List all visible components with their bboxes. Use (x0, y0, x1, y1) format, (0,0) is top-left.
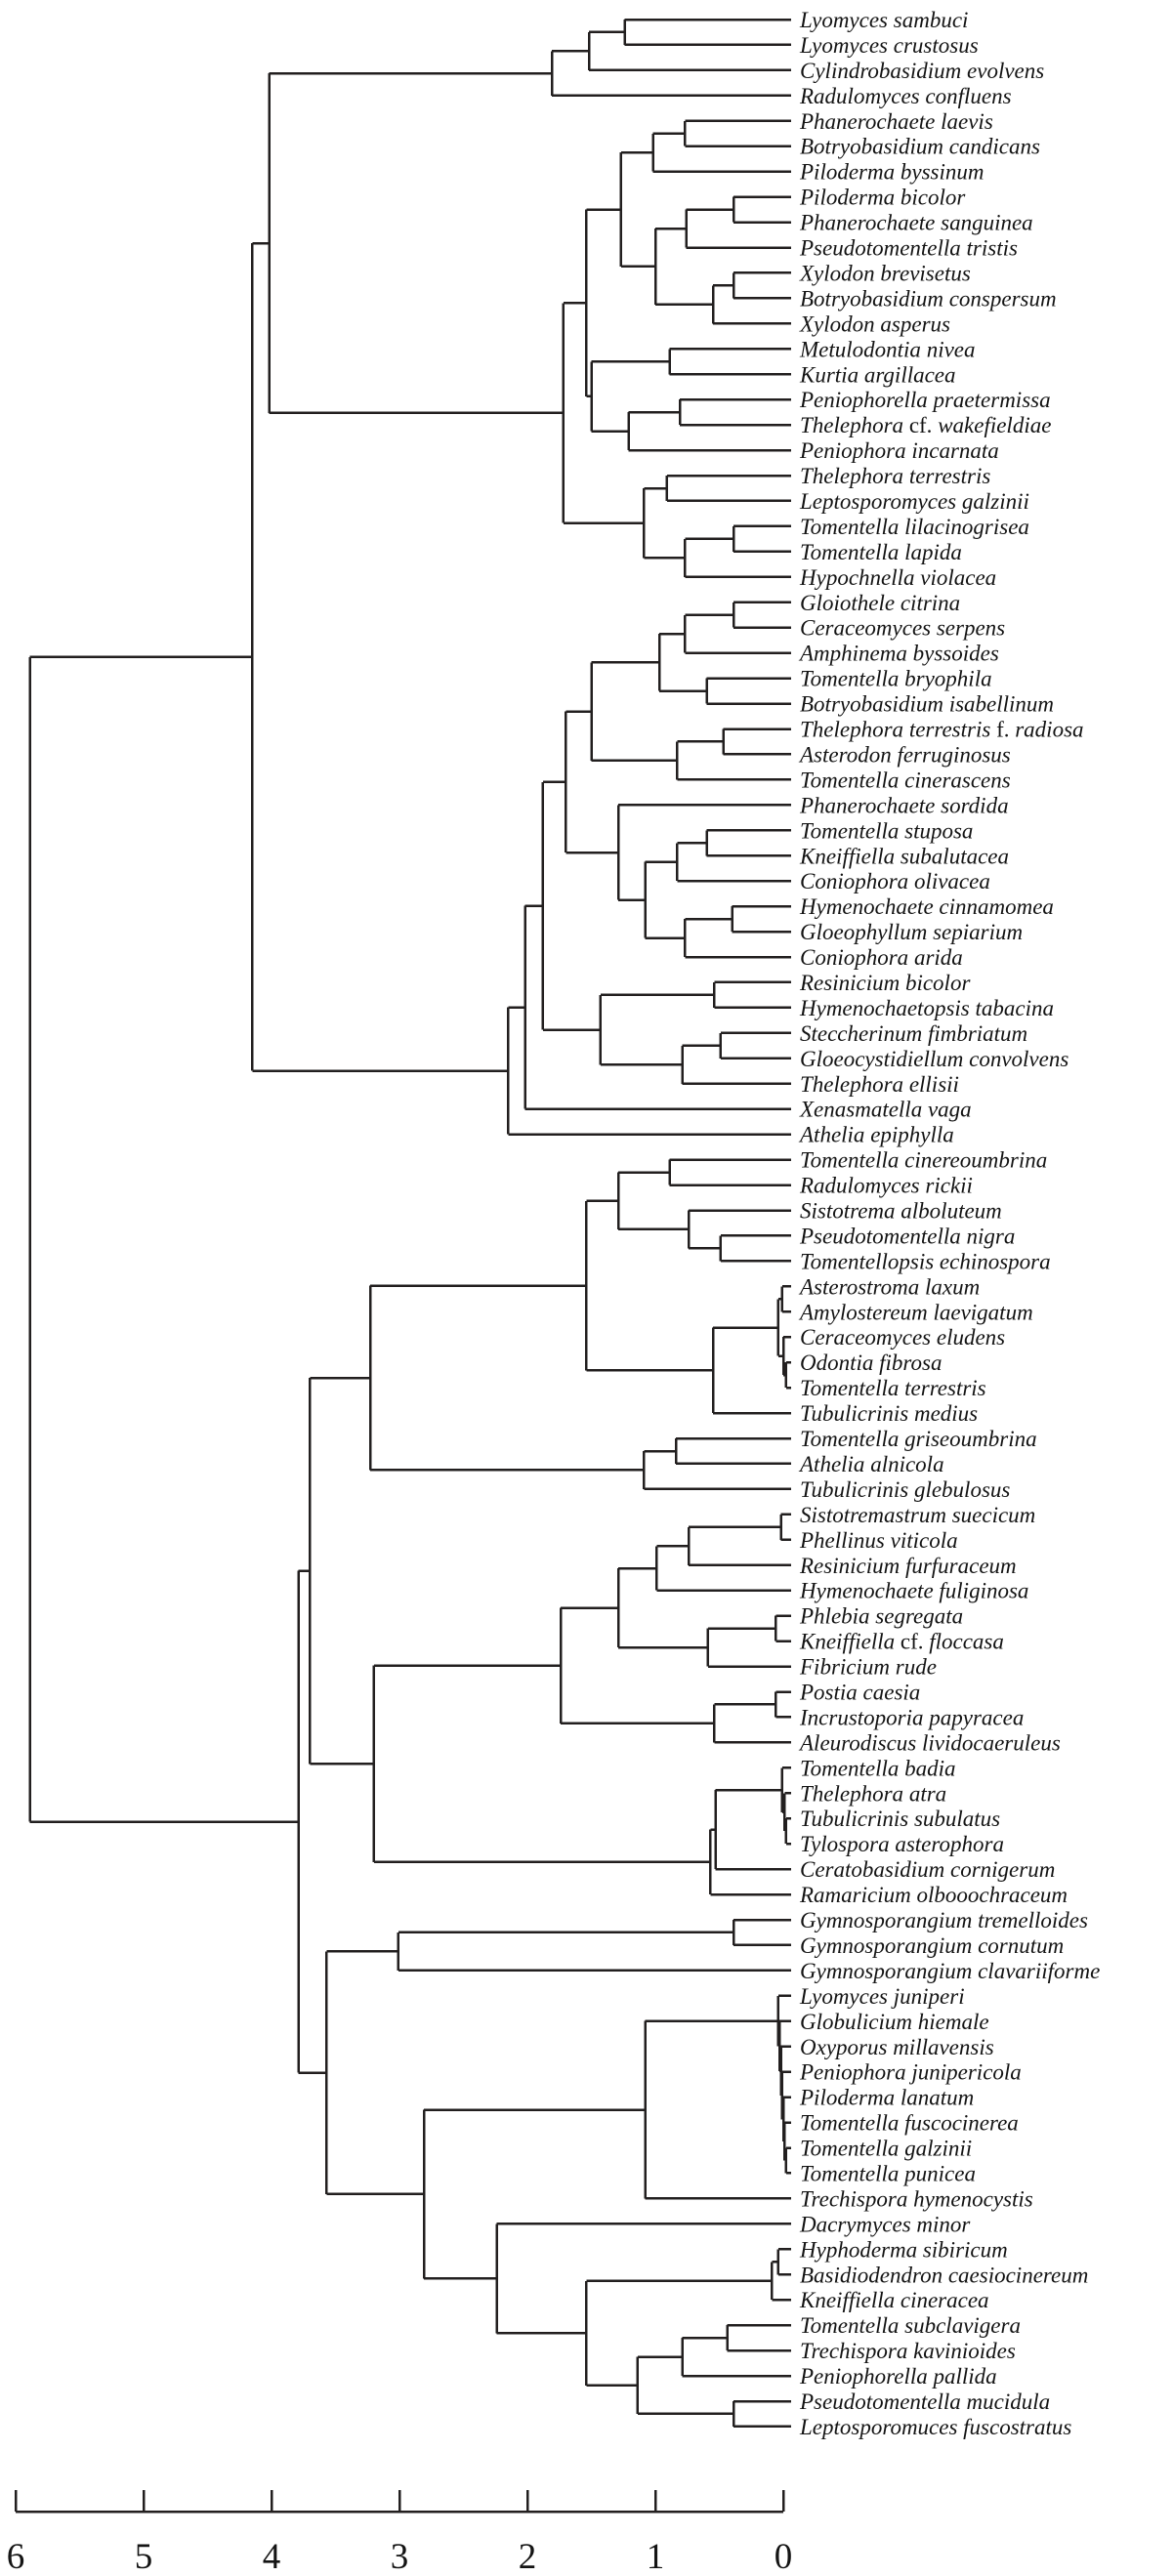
scale-tick-label: 2 (518, 2537, 537, 2576)
tree-branches (30, 20, 791, 2427)
taxon-label: Botryobasidium candicans (800, 134, 1040, 159)
taxon-label: Pseudotomentella mucidula (800, 2389, 1051, 2415)
taxon-label: Globulicium hiemale (800, 2009, 989, 2034)
taxon-label: Cylindrobasidium evolvens (800, 58, 1045, 83)
taxon-label: Botryobasidium conspersum (800, 286, 1057, 312)
taxon-label: Dacrymyces minor (800, 2212, 971, 2237)
taxon-label: Tomentellopsis echinospora (800, 1249, 1051, 1274)
taxon-label: Hymenochaetopsis tabacina (800, 995, 1054, 1020)
scale-tick-label: 4 (262, 2537, 281, 2576)
scale-bar (7, 2490, 793, 2576)
taxon-label: Postia caesia (800, 1680, 921, 1705)
taxon-label: Sistotremastrum suecicum (800, 1502, 1036, 1527)
taxon-label: Steccherinum fimbriatum (800, 1020, 1028, 1046)
taxon-label: Tubulicrinis subulatus (800, 1807, 1001, 1832)
taxon-label: Peniophorella praetermissa (800, 388, 1051, 413)
scale-tick-label: 5 (134, 2537, 153, 2576)
taxon-label: Amphinema byssoides (800, 641, 999, 666)
taxon-label: Radulomyces rickii (800, 1173, 973, 1198)
taxon-label: Tomentella lapida (800, 539, 962, 564)
taxon-label: Coniophora arida (800, 945, 963, 971)
taxon-label: Tubulicrinis medius (800, 1401, 979, 1427)
taxon-label: Thelephora terrestris (800, 464, 991, 489)
taxon-label: Leptosporomyces galzinii (800, 488, 1029, 514)
taxon-label: Tomentella lilacinogrisea (800, 514, 1029, 539)
taxon-label: Oxyporus millavensis (800, 2034, 994, 2059)
taxon-label: Gymnosporangium cornutum (800, 1932, 1065, 1958)
taxon-label: Phlebia segregata (800, 1603, 964, 1629)
taxon-label: Tomentella fuscocinerea (800, 2110, 1019, 2136)
taxon-label: Tomentella punicea (800, 2161, 976, 2186)
taxon-label: Ceraceomyces serpens (800, 615, 1006, 641)
taxon-label: Tomentella badia (800, 1756, 956, 1781)
taxon-label: Thelephora cf. wakefieldiae (800, 413, 1052, 438)
taxon-label: Kurtia argillacea (800, 362, 956, 388)
taxon-label: Metulodontia nivea (800, 337, 976, 362)
taxon-label: Phellinus viticola (800, 1527, 958, 1553)
taxon-label: Piloderma lanatum (800, 2085, 975, 2110)
taxon-label: Tomentella cinerascens (800, 768, 1011, 793)
taxon-labels (798, 8, 1100, 2439)
taxon-label: Sistotrema alboluteum (800, 1198, 1002, 1224)
taxon-label: Gymnosporangium clavariiforme (800, 1958, 1101, 1983)
taxon-label: Tomentella bryophila (800, 666, 992, 691)
taxon-label: Trechispora hymenocystis (800, 2186, 1033, 2212)
taxon-label: Asterodon ferruginosus (800, 742, 1011, 768)
taxon-label: Aleurodiscus lividocaeruleus (800, 1730, 1061, 1756)
scale-tick-label: 1 (646, 2537, 665, 2576)
taxon-label: Ceratobasidium cornigerum (800, 1857, 1056, 1883)
taxon-label: Kneiffiella cf. floccasa (800, 1629, 1004, 1654)
taxon-label: Peniophora incarnata (800, 438, 999, 464)
taxon-label: Tomentella griseoumbrina (800, 1427, 1037, 1452)
taxon-label: Gymnosporangium tremelloides (800, 1908, 1088, 1933)
taxon-label: Athelia epiphylla (800, 1122, 954, 1147)
scale-tick-label: 6 (6, 2537, 25, 2576)
taxon-label: Xylodon asperus (800, 312, 950, 337)
taxon-label: Kneiffiella cineracea (800, 2288, 989, 2313)
taxon-label: Ramaricium olbooochraceum (800, 1883, 1068, 1908)
taxon-label: Botryobasidium isabellinum (800, 691, 1055, 717)
taxon-label: Pseudotomentella tristis (800, 235, 1018, 261)
taxon-label: Phanerochaete sordida (800, 793, 1009, 818)
taxon-label: Phanerochaete sanguinea (800, 210, 1033, 235)
taxon-label: Tylospora asterophora (800, 1832, 1004, 1857)
taxon-label: Tomentella terrestris (800, 1376, 986, 1401)
taxon-label: Leptosporomuces fuscostratus (800, 2414, 1072, 2439)
taxon-label: Lyomyces sambuci (800, 8, 969, 32)
taxon-label: Tomentella subclavigera (800, 2313, 1021, 2339)
taxon-label: Tomentella cinereoumbrina (800, 1147, 1048, 1173)
taxon-label: Thelephora atra (800, 1781, 947, 1807)
taxon-label: Gloiothele citrina (800, 590, 961, 615)
taxon-label: Xenasmatella vaga (800, 1097, 972, 1122)
taxon-label: Athelia alnicola (800, 1451, 944, 1476)
taxon-label: Amylostereum laevigatum (800, 1300, 1033, 1325)
taxon-label: Pseudotomentella nigra (800, 1224, 1016, 1249)
taxon-label: Piloderma bicolor (800, 185, 966, 210)
taxon-label: Lyomyces juniperi (800, 1983, 965, 2009)
scale-tick-label: 3 (390, 2537, 409, 2576)
taxon-label: Xylodon brevisetus (800, 261, 971, 286)
taxon-label: Piloderma byssinum (800, 159, 984, 185)
taxon-label: Fibricium rude (800, 1654, 937, 1680)
taxon-label: Resinicium furfuraceum (800, 1553, 1017, 1578)
taxon-label: Tubulicrinis glebulosus (800, 1476, 1011, 1502)
taxon-label: Asterostroma laxum (800, 1274, 981, 1300)
taxon-label: Thelephora terrestris f. radiosa (800, 717, 1084, 742)
taxon-label: Basidiodendron caesiocinereum (800, 2263, 1089, 2288)
taxon-label: Odontia fibrosa (800, 1350, 943, 1376)
taxon-label: Hymenochaete fuliginosa (800, 1578, 1029, 1603)
taxon-label: Peniophorella pallida (800, 2364, 997, 2389)
taxon-label: Lyomyces crustosus (800, 32, 979, 58)
taxon-label: Incrustoporia papyracea (800, 1705, 1025, 1730)
taxon-label: Hypochnella violacea (800, 564, 997, 590)
taxon-label: Phanerochaete laevis (800, 108, 993, 134)
taxon-label: Tomentella stuposa (800, 818, 974, 844)
taxon-label: Thelephora ellisii (800, 1071, 959, 1097)
taxon-label: Resinicium bicolor (800, 970, 971, 995)
taxon-label: Tomentella galzinii (800, 2136, 973, 2161)
taxon-label: Peniophora junipericola (800, 2059, 1022, 2085)
taxon-label: Ceraceomyces eludens (800, 1325, 1006, 1350)
taxon-label: Radulomyces confluens (800, 83, 1012, 108)
taxon-label: Gloeophyllum sepiarium (800, 920, 1024, 945)
taxon-label: Hymenochaete cinnamomea (800, 894, 1054, 920)
taxon-label: Hyphoderma sibiricum (800, 2237, 1008, 2263)
taxon-label: Trechispora kavinioides (800, 2339, 1016, 2364)
taxon-label: Coniophora olivacea (800, 869, 990, 894)
scale-tick-label: 0 (774, 2537, 793, 2576)
taxon-label: Kneiffiella subalutacea (800, 844, 1010, 869)
taxon-label: Gloeocystidiellum convolvens (800, 1046, 1069, 1071)
